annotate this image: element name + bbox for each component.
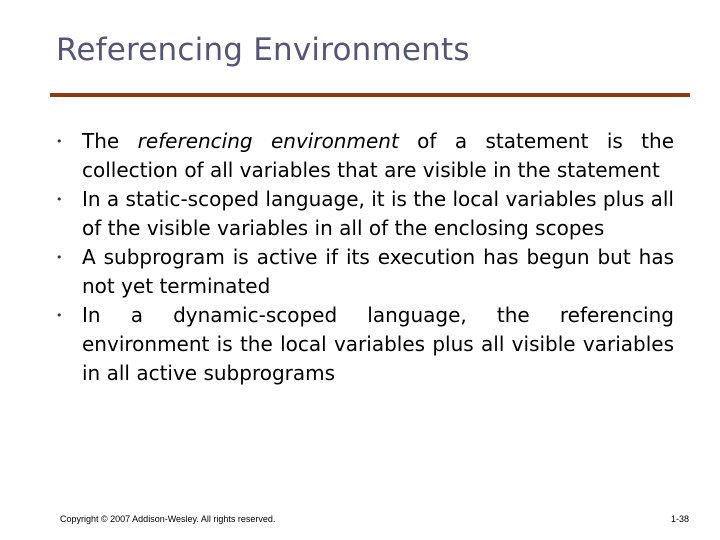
bullet-icon: • [56,251,63,264]
bullet-text: In a static-scoped language, it is the local variables plus all of the visible variables in all of the enclosing scopes [82,187,674,240]
page-number: 1-38 [670,514,689,524]
bullet-icon: • [56,135,63,148]
bullet-icon: • [56,193,63,206]
bullet-item-dynamic-scoped [56,301,674,388]
title-divider [50,93,690,97]
bullet-text-suffix: of a statement is the collection of all variables that are visible in the statement [82,129,675,182]
bullet-item-active-subprogram [56,243,674,301]
bullet-item-referencing-environment [56,127,674,185]
bullet-text: In a dynamic-scoped language, the referencing environment is the local variables plus all visible variables in all active subprograms [82,303,674,385]
bullet-text-prefix: The [82,129,138,153]
slide-title: Referencing Environments [56,32,470,68]
footer-copyright: Copyright © 2007 Addison-Wesley. All rights reserved. [60,514,276,524]
bullet-text-emphasis: referencing environment [137,129,399,153]
bullet-icon: • [56,309,63,322]
bullet-text: A subprogram is active if its execution has begun but has not yet terminated [82,245,674,298]
bullet-item-static-scoped [56,185,674,243]
bullet-list [56,127,674,388]
